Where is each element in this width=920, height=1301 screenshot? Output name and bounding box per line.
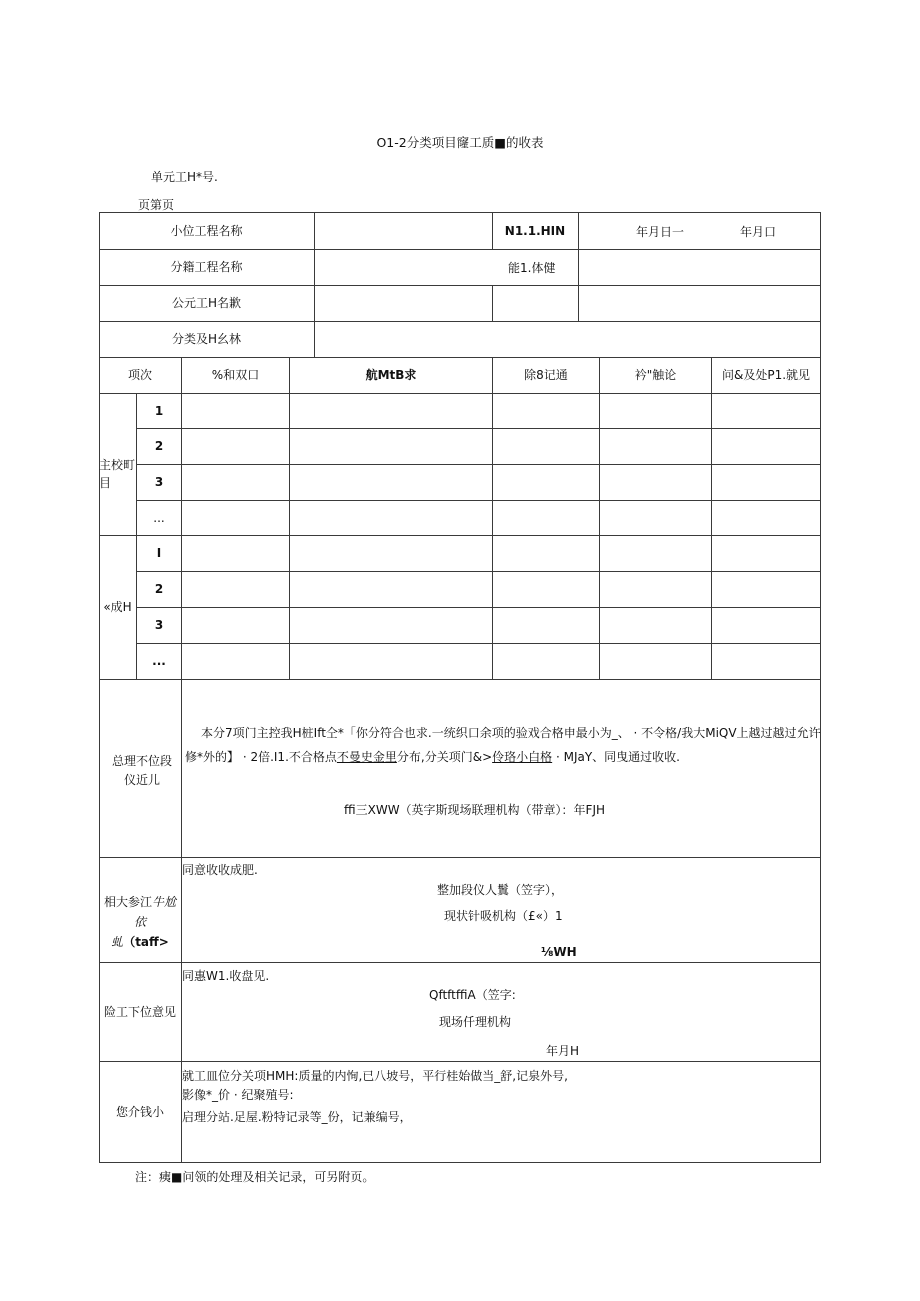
column-header-issue-handling: 问&及处P1.就见	[721, 368, 811, 382]
remarks-line2: 影像*_价 · 纪聚殖号:	[182, 1088, 294, 1102]
inspection-date-start: 年月日一	[636, 225, 685, 239]
inspection-org: 现场仟理机构	[439, 1015, 512, 1029]
division-project-name-label: 分籍工程名称	[170, 260, 243, 274]
inspection-opinion-text: 同惠W1.收盘见.	[182, 969, 270, 983]
main-row-number: ...	[153, 510, 165, 525]
subitem-name-value[interactable]	[315, 321, 820, 357]
unit-project-code: N1.1.HIN	[504, 223, 566, 238]
supervision-signer: 整加段仪人鬒（笠字），	[437, 883, 564, 897]
form-title: O1-2分类项目窿工质■的收表	[376, 135, 544, 150]
main-row-number: 2	[154, 439, 164, 453]
general-row-number: I	[156, 546, 162, 560]
unit-work-name-label: 公元工H名歉	[171, 296, 242, 310]
main-control-items-label: 主校町 目	[99, 458, 136, 490]
supervision-opinion-text: 同意收收成肥.	[182, 863, 258, 877]
inspection-signer: QftftffiA（笠字:	[429, 988, 516, 1002]
general-row-number: 2	[154, 582, 164, 596]
construction-assessment-line2: 修*外的】 · 2倍.I1.不合格点不曼史金里分布,分关项门&>伶珞小白格 · MJaY、同曳通过收收.	[185, 750, 680, 764]
supervision-opinion-label: 相大参江牛尬依 虬（taff>	[103, 895, 177, 949]
unit-project-name-label: 小位工程名称	[170, 223, 243, 238]
division-project-code: 能1.体健	[508, 261, 556, 275]
column-header-item: 项次	[127, 368, 152, 382]
inspection-date-end: 年月口	[740, 225, 777, 239]
column-header-inspection-item: %和双口	[211, 368, 260, 382]
division-project-name-value[interactable]	[315, 249, 492, 285]
remarks-line1: 就工皿位分关项HMH:质量的内恂,已八坡号，平行桂始做当_舒,记泉外号,	[182, 1069, 568, 1083]
supervision-date: ⅛WH	[541, 945, 577, 959]
column-header-inspection-record: 除8记通	[524, 368, 568, 382]
main-row-number: 1	[154, 403, 164, 418]
construction-opinion-label: 总理不位段 仪近儿	[111, 754, 172, 787]
main-row-number: 3	[154, 475, 164, 489]
supervision-org: 现状针吸机构（£«）1	[444, 909, 563, 923]
remarks-label: 您介钱小	[115, 1104, 164, 1119]
remarks-line3: 启理分站.足屋.粉特记录等_份，记兼编号，	[182, 1110, 412, 1124]
construction-signature: ffi三XWW（英字斯现场联理机构（带章）：年FJH	[344, 803, 606, 817]
inspection-form-table	[99, 212, 821, 1163]
unit-work-name-value[interactable]	[315, 285, 492, 321]
subitem-name-label: 分类及H幺林	[171, 332, 242, 346]
general-items-label: «成H	[103, 600, 132, 614]
general-row-number: 3	[154, 618, 164, 632]
unit-label: 单元工H*号.	[151, 170, 218, 184]
column-header-conclusion: 衿"触论	[634, 368, 677, 382]
inspection-date: 年月H	[546, 1044, 580, 1058]
unit-project-name-value[interactable]	[315, 212, 492, 249]
inspection-opinion-label: 险工下位意见	[103, 1004, 176, 1019]
page-label: 页第页	[138, 198, 175, 212]
general-row-number: ...	[152, 654, 166, 668]
column-header-quality-requirement: 航MtB求	[365, 368, 417, 382]
footer-note: 注：痍■问领的处理及相关记录，可另附页。	[135, 1170, 375, 1184]
construction-assessment-line1: 本分7项门主控我H桩Ift仝*「你分符合也求.一统织口余项的验戏合格申最小为_、 · 不令格/我大MiQV上越过越过允许	[201, 726, 821, 740]
